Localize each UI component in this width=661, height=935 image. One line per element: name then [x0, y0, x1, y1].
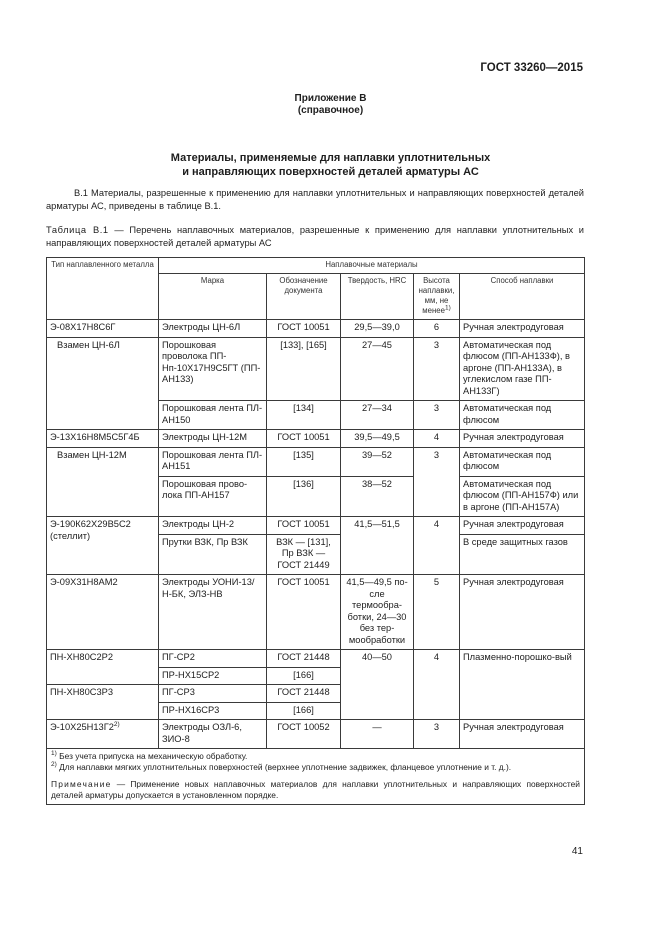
cell-brand: Порошковая прово-лока ПП-АН157	[159, 476, 267, 517]
cell-brand: ПГ-СР3	[159, 685, 267, 703]
cell-brand: ПГ-СР2	[159, 650, 267, 668]
cell-brand: Электроды ОЗЛ-6, ЗИО-8	[159, 720, 267, 749]
cell-height: 4	[414, 650, 460, 720]
header-height-text: Высота наплавки, мм, не менее	[418, 276, 455, 315]
cell-type-text: Э-10Х25Н13Г2	[50, 722, 114, 732]
footnote-1-mark: 1)	[51, 750, 57, 758]
cell-hardness: 41,5—49,5 по-сле термообра-ботки, 24—30 без тер-мообработки	[341, 575, 414, 650]
cell-height: 3	[414, 337, 460, 401]
cell-hardness: 41,5—51,5	[341, 517, 414, 575]
cell-type: Э-190К62Х29В5С2 (стеллит)	[47, 517, 159, 575]
cell-method: Автоматическая под флюсом (ПП-АН133Ф), в аргоне (ПП-АН133А), в углекислом газе ПП-АН133Г)	[460, 337, 585, 401]
table-row	[47, 320, 585, 338]
footnote-2-mark: 2)	[51, 761, 57, 769]
intro-paragraph: В.1 Материалы, разрешенные к применению для наплавки уплотнительных и направляющих поверхностей деталей арматуры АС, приведены в таблице В.1.	[46, 188, 584, 211]
table-row	[47, 430, 585, 448]
cell-height: 3	[414, 720, 460, 749]
cell-document: [133], [165]	[267, 337, 341, 401]
cell-type: ПН-ХН80С3Р3	[47, 685, 159, 720]
cell-document: ГОСТ 10052	[267, 720, 341, 749]
cell-hardness: 38—52	[341, 476, 414, 517]
materials-table	[46, 257, 585, 805]
cell-type: ПН-ХН80С2Р2	[47, 650, 159, 685]
table-caption-text: — Перечень наплавочных материалов, разрешенные к применению для наплавки уплотнительных и направляющих поверхностей деталей арматуры АС	[46, 225, 585, 248]
cell-document: ГОСТ 10051	[267, 575, 341, 650]
cell-method: В среде защитных газов	[460, 534, 585, 575]
cell-document: ГОСТ 10051	[267, 517, 341, 535]
cell-method: Ручная электродуговая	[460, 320, 585, 338]
cell-brand: ПР-НХ15СР2	[159, 667, 267, 685]
cell-brand: Порошковая лента ПЛ-АН151	[159, 447, 267, 476]
cell-type: Взамен ЦН-12М	[47, 447, 159, 517]
header-height	[414, 274, 460, 320]
table-row	[47, 517, 585, 535]
cell-brand: Порошковая лента ПЛ-АН150	[159, 401, 267, 430]
cell-method: Автоматическая под флюсом	[460, 401, 585, 430]
table-row	[47, 447, 585, 476]
table-header-row	[47, 258, 585, 274]
footnote-2	[51, 762, 580, 773]
cell-method: Ручная электродуговая	[460, 430, 585, 448]
cell-brand: Электроды ЦН-6Л	[159, 320, 267, 338]
cell-hardness: —	[341, 720, 414, 749]
table-footnotes-row	[47, 749, 585, 805]
cell-hardness: 27—34	[341, 401, 414, 430]
cell-document: ГОСТ 10051	[267, 320, 341, 338]
cell-document: ГОСТ 10051	[267, 430, 341, 448]
cell-document: [166]	[267, 702, 341, 720]
cell-height: 6	[414, 320, 460, 338]
table-note	[51, 779, 580, 801]
cell-method: Автоматическая под флюсом (ПП-АН157Ф) или в аргоне (ПП-АН157А)	[460, 476, 585, 517]
footnote-2-text: Для наплавки мягких уплотнительных поверхностей (верхнее уплотнение задвижек, фланцевое уплотнение и т. д.).	[56, 762, 512, 772]
cell-document: ГОСТ 21448	[267, 685, 341, 703]
cell-hardness: 39—52	[341, 447, 414, 476]
cell-document: ГОСТ 21448	[267, 650, 341, 668]
cell-document: [166]	[267, 667, 341, 685]
cell-document: [136]	[267, 476, 341, 517]
cell-type	[47, 720, 159, 749]
table-caption	[46, 224, 584, 250]
page-number: 41	[571, 846, 583, 857]
table-row	[47, 575, 585, 650]
table-row	[47, 650, 585, 668]
cell-brand: Прутки ВЗК, Пр ВЗК	[159, 534, 267, 575]
footnote-1-text: Без учета припуска на механическую обработку.	[56, 751, 248, 761]
cell-document: ВЗК — [131], Пр ВЗК — ГОСТ 21449	[267, 534, 341, 575]
header-method: Способ наплавки	[460, 274, 585, 320]
cell-type-footnote: 2)	[113, 720, 120, 728]
standard-number: ГОСТ 33260—2015	[480, 62, 583, 74]
cell-hardness: 40—50	[341, 650, 414, 720]
cell-type: Э-13Х16Н8М5С5Г4Б	[47, 430, 159, 448]
table-note-label: Примечание	[51, 779, 112, 789]
section-title-line-2: и направляющих поверхностей деталей арматуры АС	[182, 166, 479, 178]
cell-method: Ручная электродуговая	[460, 575, 585, 650]
table-footnotes	[47, 749, 585, 805]
annex-subtitle: (справочное)	[297, 105, 364, 116]
header-document: Обозначение документа	[267, 274, 341, 320]
cell-hardness: 27—45	[341, 337, 414, 401]
header-brand: Марка	[159, 274, 267, 320]
cell-brand: Электроды УОНИ-13/Н-БК, ЭЛЗ-НВ	[159, 575, 267, 650]
header-materials: Наплавочные материалы	[159, 258, 585, 274]
cell-brand: Порошковая проволока ПП-Нп-10Х17Н9С5ГТ (ПП-АН133)	[159, 337, 267, 401]
cell-hardness: 29,5—39,0	[341, 320, 414, 338]
section-title-line-1: Материалы, применяемые для наплавки уплотнительных	[170, 152, 491, 164]
cell-brand: Электроды ЦН-2	[159, 517, 267, 535]
cell-brand: Электроды ЦН-12М	[159, 430, 267, 448]
cell-method: Ручная электродуговая	[460, 720, 585, 749]
cell-method: Плазменно-порошко-вый	[460, 650, 585, 720]
header-metal-type: Тип наплавленного металла	[47, 258, 159, 320]
header-hardness: Твердость, HRC	[341, 274, 414, 320]
cell-document: [135]	[267, 447, 341, 476]
cell-height: 4	[414, 430, 460, 448]
cell-method: Ручная электродуговая	[460, 517, 585, 535]
annex-title: Приложение В	[294, 93, 367, 104]
cell-method: Автоматическая под флюсом	[460, 447, 585, 476]
cell-height: 4	[414, 517, 460, 575]
cell-height: 3	[414, 447, 460, 517]
table-note-text: — Применение новых наплавочных материалов для наплавки уплотнительных и направляющих поверхностей деталей арматуры допускается в установленном порядке.	[51, 779, 580, 800]
cell-document: [134]	[267, 401, 341, 430]
cell-height: 5	[414, 575, 460, 650]
table-caption-label: Таблица В.1	[46, 225, 109, 235]
cell-hardness: 39,5—49,5	[341, 430, 414, 448]
footnote-1	[51, 751, 580, 762]
cell-brand: ПР-НХ16СР3	[159, 702, 267, 720]
table-row	[47, 337, 585, 401]
cell-height: 3	[414, 401, 460, 430]
cell-type: Взамен ЦН-6Л	[47, 337, 159, 430]
cell-type: Э-08Х17Н8С6Г	[47, 320, 159, 338]
header-height-footnote: 1)	[444, 304, 451, 312]
cell-type: Э-09Х31Н8АМ2	[47, 575, 159, 650]
table-row	[47, 720, 585, 749]
